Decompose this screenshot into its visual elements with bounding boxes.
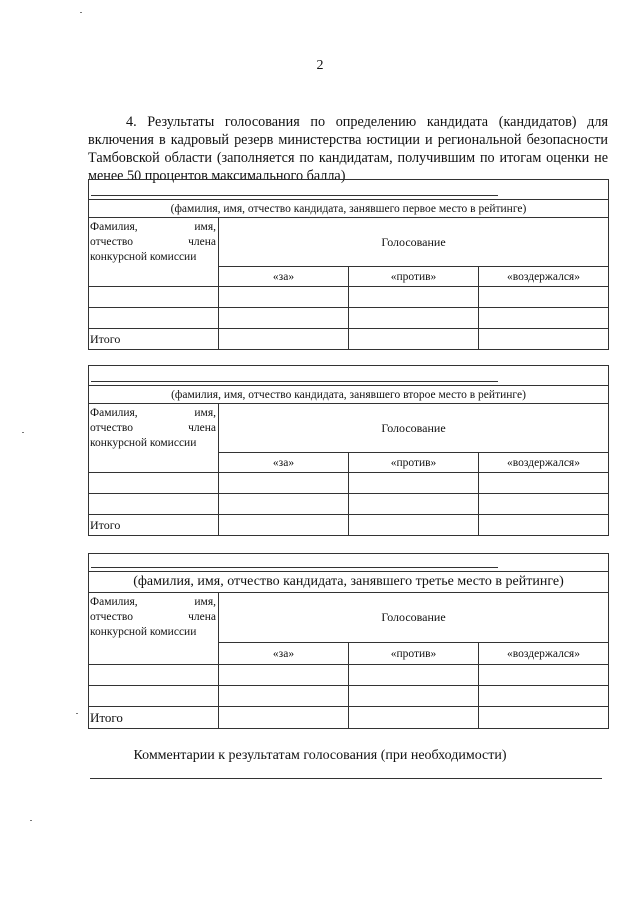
against-cell[interactable] [349, 287, 479, 308]
table-row [89, 473, 609, 494]
option-against-header: «против» [349, 453, 479, 473]
against-cell[interactable] [349, 494, 479, 515]
member-header-line: конкурсной комиссии [90, 251, 197, 263]
abstain-cell[interactable] [479, 473, 609, 494]
candidate-name-underline [91, 567, 498, 568]
scan-speck [30, 820, 32, 821]
for-cell[interactable] [219, 287, 349, 308]
for-cell[interactable] [219, 686, 349, 707]
member-cell[interactable] [89, 473, 219, 494]
table-row [89, 287, 609, 308]
page-number: 2 [316, 58, 324, 73]
against-cell[interactable] [349, 665, 479, 686]
for-cell[interactable] [219, 494, 349, 515]
scan-speck [80, 12, 82, 13]
member-header-line: отчество члена [90, 422, 216, 434]
against-cell[interactable] [349, 686, 479, 707]
candidate-caption: (фамилия, имя, отчество кандидата, занявшего второе место в рейтинге) [89, 386, 609, 404]
for-total-cell[interactable] [219, 329, 349, 350]
abstain-total-cell[interactable] [479, 707, 609, 729]
voting-header: Голосование [219, 218, 609, 267]
option-abstain-header: «воздержался» [479, 453, 609, 473]
against-cell[interactable] [349, 308, 479, 329]
member-header-line: отчество члена [90, 236, 216, 248]
candidate-caption: (фамилия, имя, отчество кандидата, занявшего третье место в рейтинге) [89, 572, 609, 593]
candidate-name-field[interactable] [89, 180, 609, 200]
member-cell[interactable] [89, 308, 219, 329]
abstain-total-cell[interactable] [479, 329, 609, 350]
against-total-cell[interactable] [349, 329, 479, 350]
comments-line[interactable] [90, 778, 602, 779]
total-label: Итого [89, 707, 219, 729]
voting-table-first-place [88, 179, 609, 350]
option-for-header: «за» [219, 267, 349, 287]
option-against-header: «против» [349, 643, 479, 665]
member-column-header [89, 404, 219, 473]
member-cell[interactable] [89, 287, 219, 308]
total-label: Итого [89, 329, 219, 350]
comments-label: Комментарии к результатам голосования (при необходимости) [133, 748, 507, 763]
member-header-line: конкурсной комиссии [90, 626, 197, 638]
member-cell[interactable] [89, 665, 219, 686]
member-header-line: Фамилия, имя, [90, 596, 216, 608]
member-column-header [89, 593, 219, 665]
abstain-cell[interactable] [479, 665, 609, 686]
scan-speck [22, 432, 24, 433]
member-cell[interactable] [89, 686, 219, 707]
voting-header: Голосование [219, 404, 609, 453]
option-for-header: «за» [219, 643, 349, 665]
candidate-name-underline [91, 381, 498, 382]
member-cell[interactable] [89, 494, 219, 515]
for-total-cell[interactable] [219, 515, 349, 536]
total-row [89, 329, 609, 350]
member-column-header [89, 218, 219, 287]
total-row [89, 515, 609, 536]
member-header-line: отчество члена [90, 611, 216, 623]
against-cell[interactable] [349, 473, 479, 494]
for-cell[interactable] [219, 665, 349, 686]
table-row [89, 686, 609, 707]
for-total-cell[interactable] [219, 707, 349, 729]
total-row [89, 707, 609, 729]
voting-header: Голосование [219, 593, 609, 643]
table-row [89, 494, 609, 515]
member-header-line: Фамилия, имя, [90, 221, 216, 233]
abstain-cell[interactable] [479, 686, 609, 707]
abstain-cell[interactable] [479, 308, 609, 329]
option-against-header: «против» [349, 267, 479, 287]
for-cell[interactable] [219, 308, 349, 329]
section-4-paragraph: 4. Результаты голосования по определению кандидата (кандидатов) для включения в кадровый резерв министерства юстиции и региональной безопасности Тамбовской области (заполняется по кандидатам, получившим по итогам оценки не менее 50 процентов максимального балла) [88, 114, 608, 185]
against-total-cell[interactable] [349, 515, 479, 536]
candidate-name-field[interactable] [89, 366, 609, 386]
member-header-line: конкурсной комиссии [90, 437, 197, 449]
member-header-line: Фамилия, имя, [90, 407, 216, 419]
option-abstain-header: «воздержался» [479, 643, 609, 665]
abstain-cell[interactable] [479, 494, 609, 515]
abstain-cell[interactable] [479, 287, 609, 308]
option-abstain-header: «воздержался» [479, 267, 609, 287]
total-label: Итого [89, 515, 219, 536]
candidate-name-field[interactable] [89, 554, 609, 572]
candidate-caption: (фамилия, имя, отчество кандидата, занявшего первое место в рейтинге) [89, 200, 609, 218]
scan-speck [76, 713, 78, 714]
abstain-total-cell[interactable] [479, 515, 609, 536]
voting-table-second-place [88, 365, 609, 536]
table-row [89, 665, 609, 686]
option-for-header: «за» [219, 453, 349, 473]
for-cell[interactable] [219, 473, 349, 494]
voting-table-third-place [88, 553, 609, 729]
candidate-name-underline [91, 195, 498, 196]
table-row [89, 308, 609, 329]
against-total-cell[interactable] [349, 707, 479, 729]
